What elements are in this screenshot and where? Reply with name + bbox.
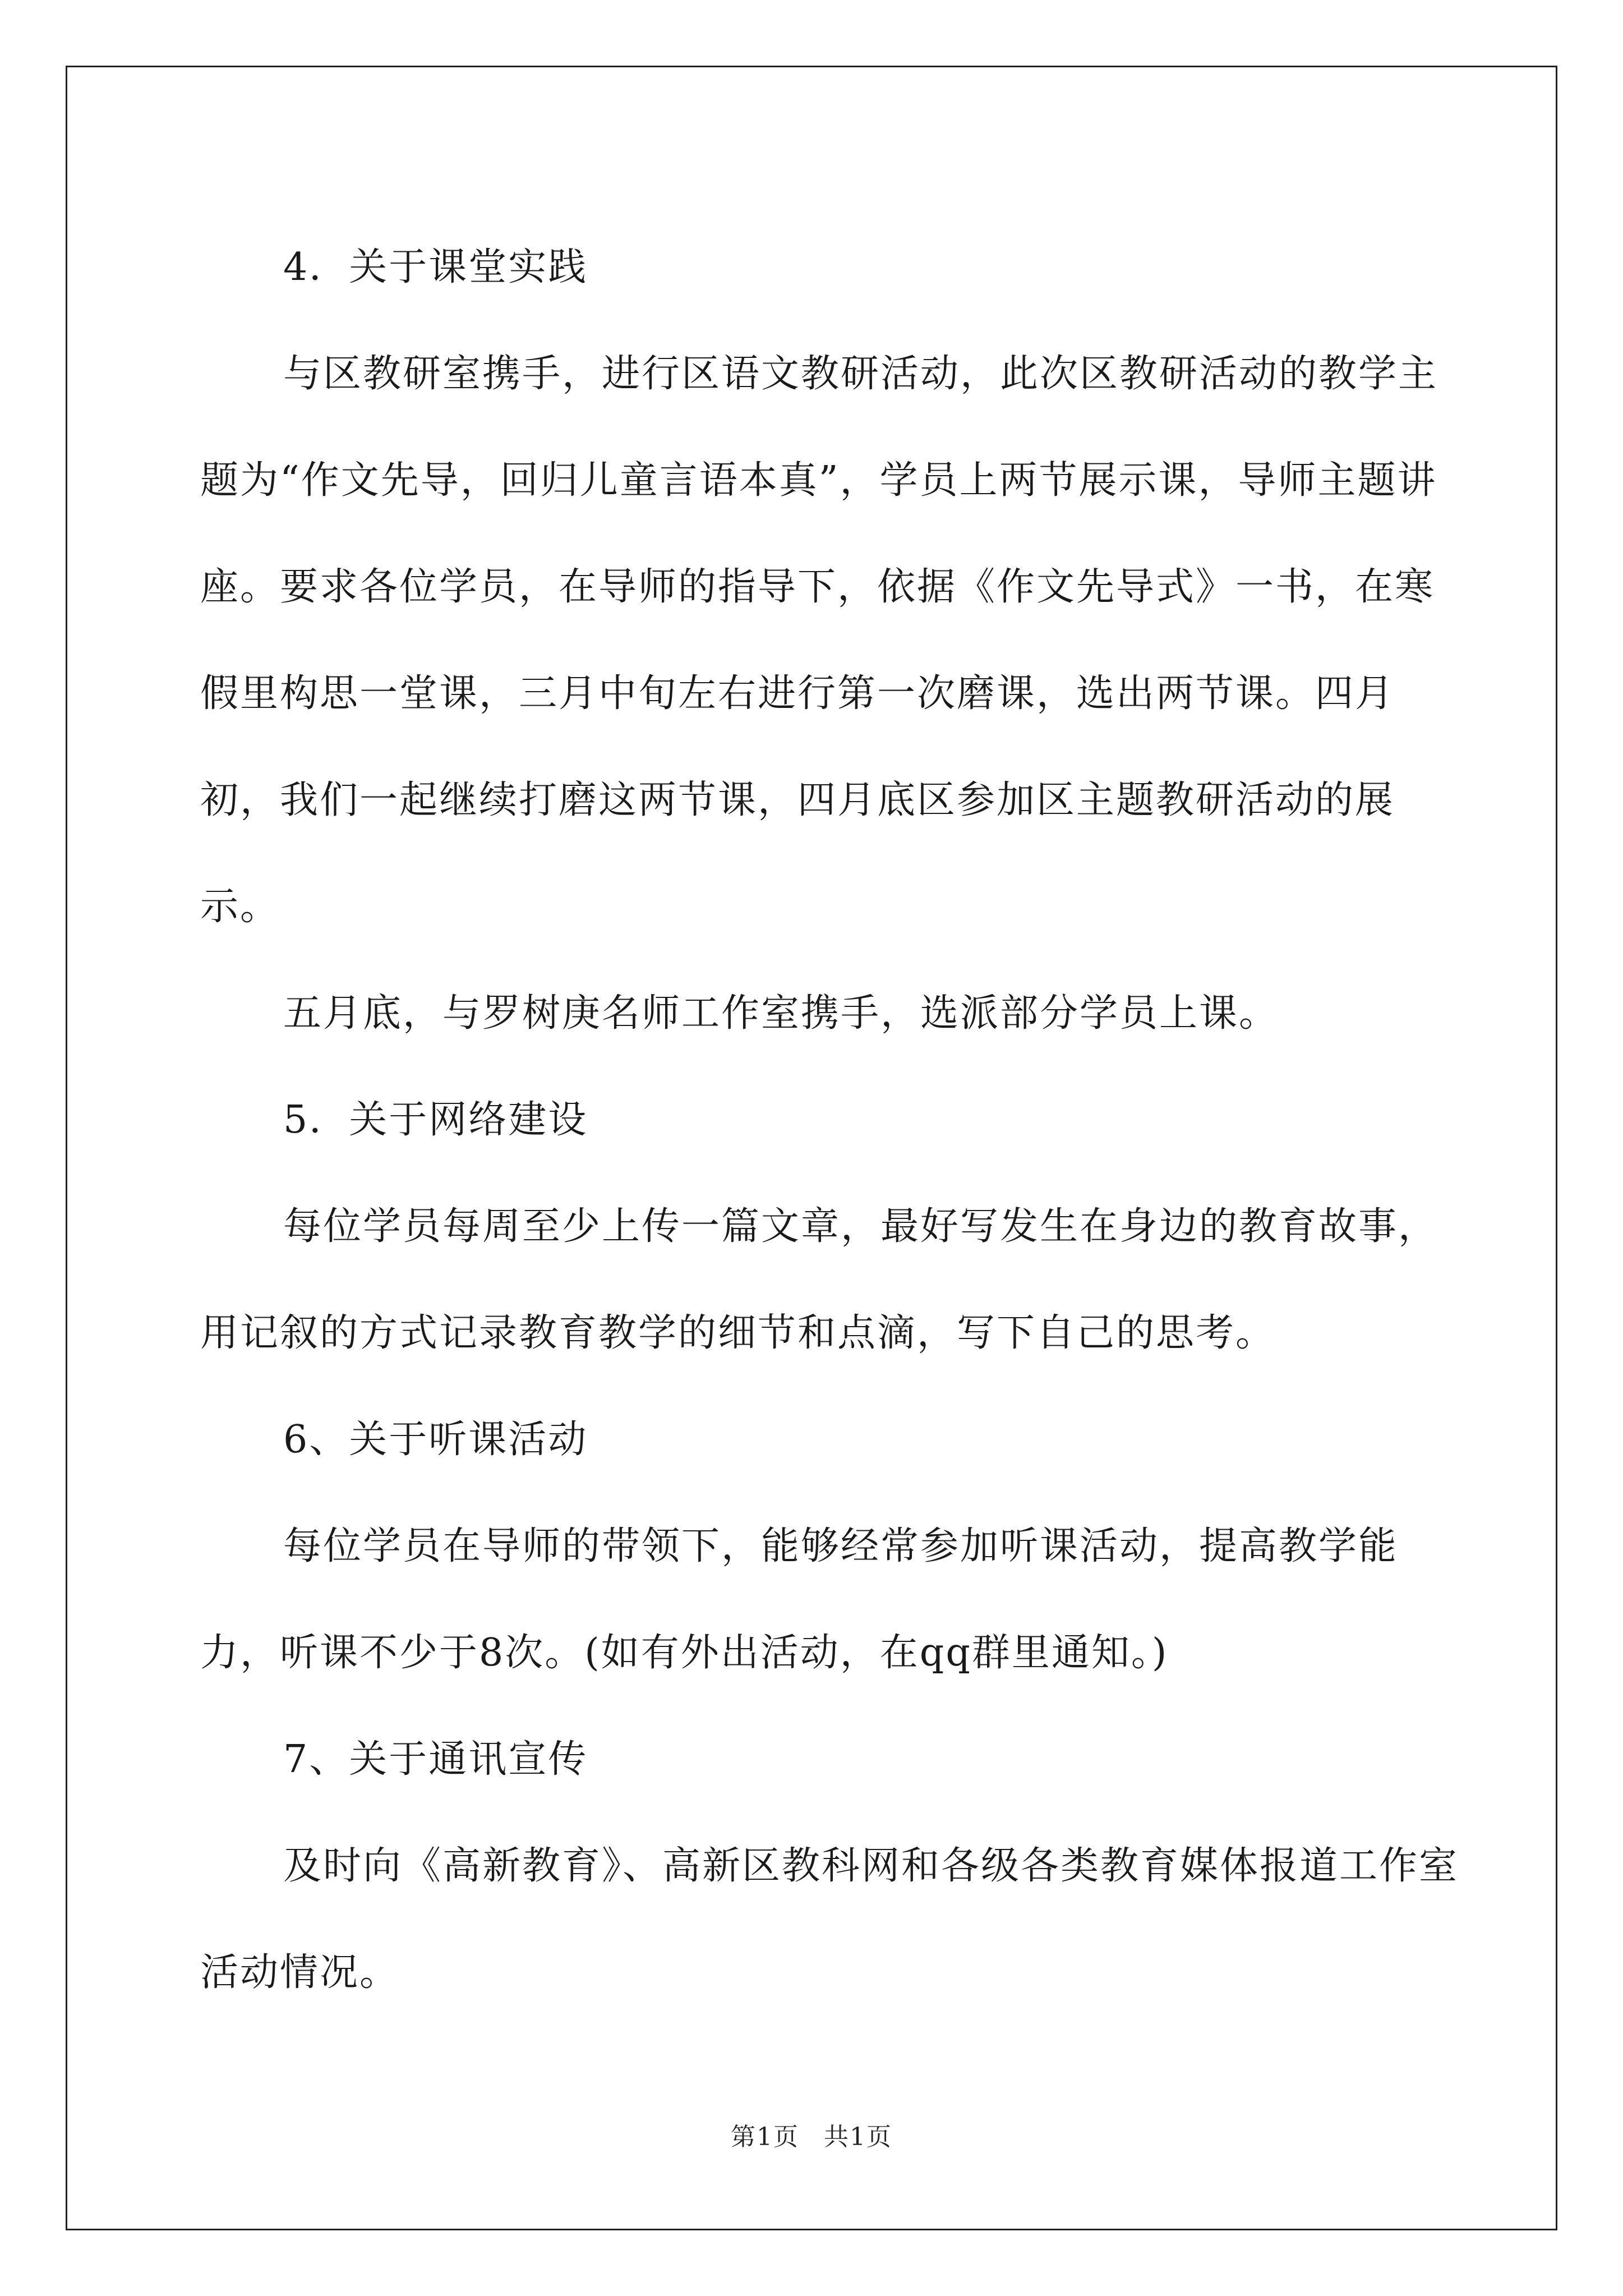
section-heading-5: 5．关于网络建设 (283, 1098, 588, 1142)
section-heading-6: 6、关于听课活动 (283, 1418, 588, 1462)
page-number: 第1页 (731, 2123, 799, 2151)
paragraph-classroom-practice: 与区教研室携手，进行区语文教研活动，此次区教研活动的教学主题为“作文先导，回归儿童言语本真”，学员上两节展示课，导师主题讲座。要求各位学员，在导师的指导下，依据《作文先导式》一书，在寒假里构思一堂课，三月中旬左右进行第一次磨课，选出两节课。四月初，我们一起继续打磨这两节课，四月底区参加区主题教研活动的展示。 (200, 352, 1438, 929)
page-total: 共1页 (824, 2123, 892, 2151)
page-footer (0, 2116, 1623, 2152)
paragraph-publicity: 及时向《高新教育》、高新区教科网和各级各类教育媒体报道工作室活动情况。 (200, 1844, 1459, 1995)
section-heading-7: 7、关于通讯宣传 (283, 1737, 588, 1782)
document-body (200, 214, 1462, 2026)
paragraph-may-lesson: 五月底，与罗树庚名师工作室携手，选派部分学员上课。 (283, 991, 1279, 1036)
paragraph-network-building: 每位学员每周至少上传一篇文章，最好写发生在身边的教育故事，用记叙的方式记录教育教学的细节和点滴，写下自己的思考。 (200, 1204, 1438, 1355)
section-heading-4: 4．关于课堂实践 (283, 245, 588, 289)
paragraph-lesson-observation: 每位学员在导师的带领下，能够经常参加听课活动，提高教学能力，听课不少于8次。(如有外出活动，在qq群里通知。) (200, 1524, 1399, 1675)
